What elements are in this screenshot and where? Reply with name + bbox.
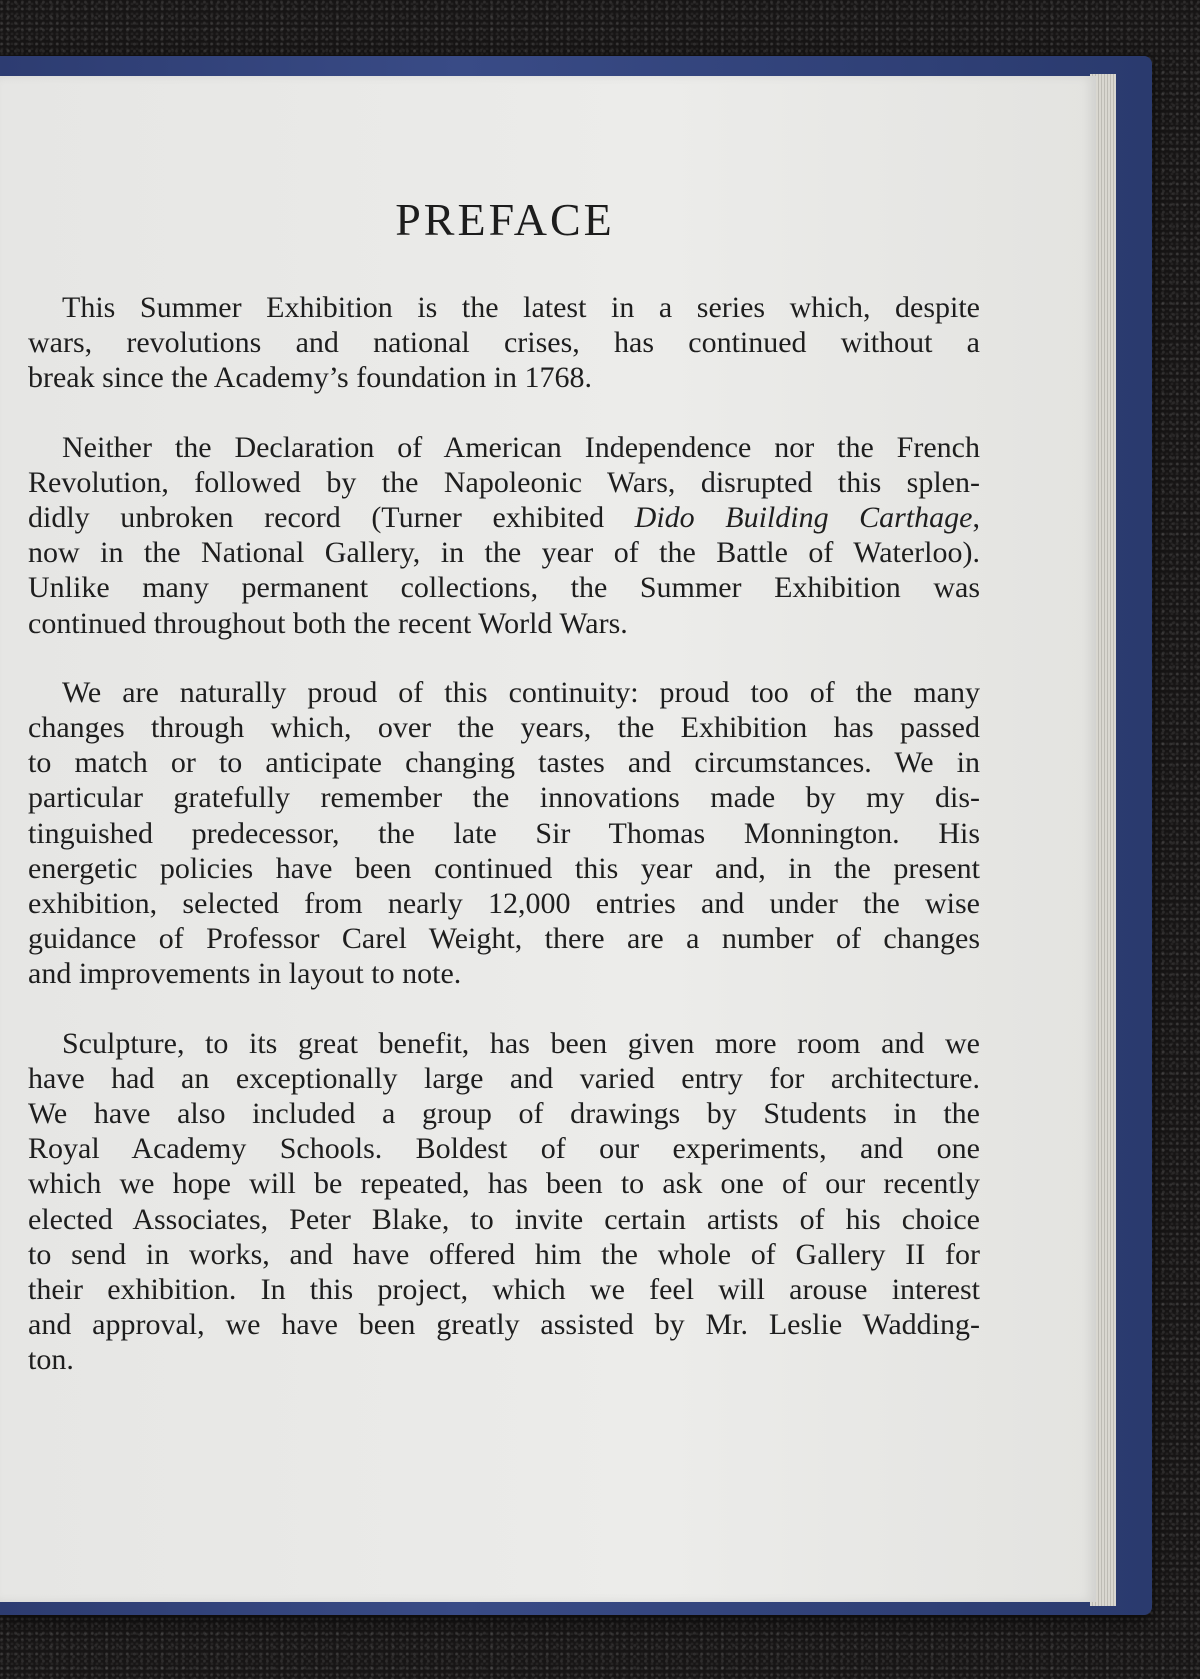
text-line: and approval, we have been greatly assisted by Mr. Leslie Wadding- <box>28 1308 980 1342</box>
preface-body <box>28 290 980 1412</box>
text-line: to match or to anticipate changing tastes and circumstances. We in <box>28 746 980 780</box>
text-line: to send in works, and have offered him the whole of Gallery II for <box>28 1237 980 1271</box>
paragraph-4 <box>28 1026 980 1378</box>
text-line: Neither the Declaration of American Independence nor the French <box>62 430 980 464</box>
text-line: changes through which, over the years, the Exhibition has passed <box>28 711 980 745</box>
paragraph-1 <box>28 290 980 396</box>
text-line: now in the National Gallery, in the year of the Battle of Waterloo). <box>28 536 980 570</box>
text-line: Revolution, followed by the Napoleonic Wars, disrupted this splen- <box>28 465 980 499</box>
text-line: We have also included a group of drawings by Students in the <box>28 1097 980 1131</box>
artwork-title: Dido Building Carthage <box>634 501 973 535</box>
text-line: exhibition, selected from nearly 12,000 entries and under the wise <box>28 887 980 921</box>
text-line: which we hope will be repeated, has been to ask one of our recently <box>28 1167 980 1201</box>
paragraph-2 <box>28 430 980 641</box>
text-line: elected Associates, Peter Blake, to invite certain artists of his choice <box>28 1202 980 1236</box>
text-line: Unlike many permanent collections, the Summer Exhibition was <box>28 571 980 605</box>
text-line: tinguished predecessor, the late Sir Thomas Monnington. His <box>28 816 980 850</box>
paragraph-3 <box>28 675 980 992</box>
text-line: particular gratefully remember the innovations made by my dis- <box>28 781 980 815</box>
punctuation: , <box>972 501 980 535</box>
text-line: Royal Academy Schools. Boldest of our experiments, and one <box>28 1132 980 1166</box>
text-line: and improvements in layout to note. <box>28 957 462 991</box>
text-line: have had an exceptionally large and varied entry for architecture. <box>28 1061 980 1095</box>
text-line: We are naturally proud of this continuity: proud too of the many <box>62 675 980 709</box>
text-line: guidance of Professor Carel Weight, there are a number of changes <box>28 922 980 956</box>
text-line: Sculpture, to its great benefit, has been given more room and we <box>62 1026 980 1060</box>
text-line: This Summer Exhibition is the latest in a series which, despite <box>62 291 980 324</box>
text-line: continued throughout both the recent World Wars. <box>28 606 628 640</box>
text-line: wars, revolutions and national crises, has continued without a <box>28 326 980 360</box>
text-line: their exhibition. In this project, which we feel will arouse interest <box>28 1273 980 1307</box>
page-title: PREFACE <box>395 194 615 245</box>
text-line: ton. <box>28 1343 74 1377</box>
text-line: energetic policies have been continued this year and, in the present <box>28 851 980 885</box>
text-line: break since the Academy’s foundation in 1768. <box>28 361 593 395</box>
text-segment: didly unbroken record (Turner exhibited <box>28 501 605 535</box>
text-line-with-italic <box>28 500 980 535</box>
